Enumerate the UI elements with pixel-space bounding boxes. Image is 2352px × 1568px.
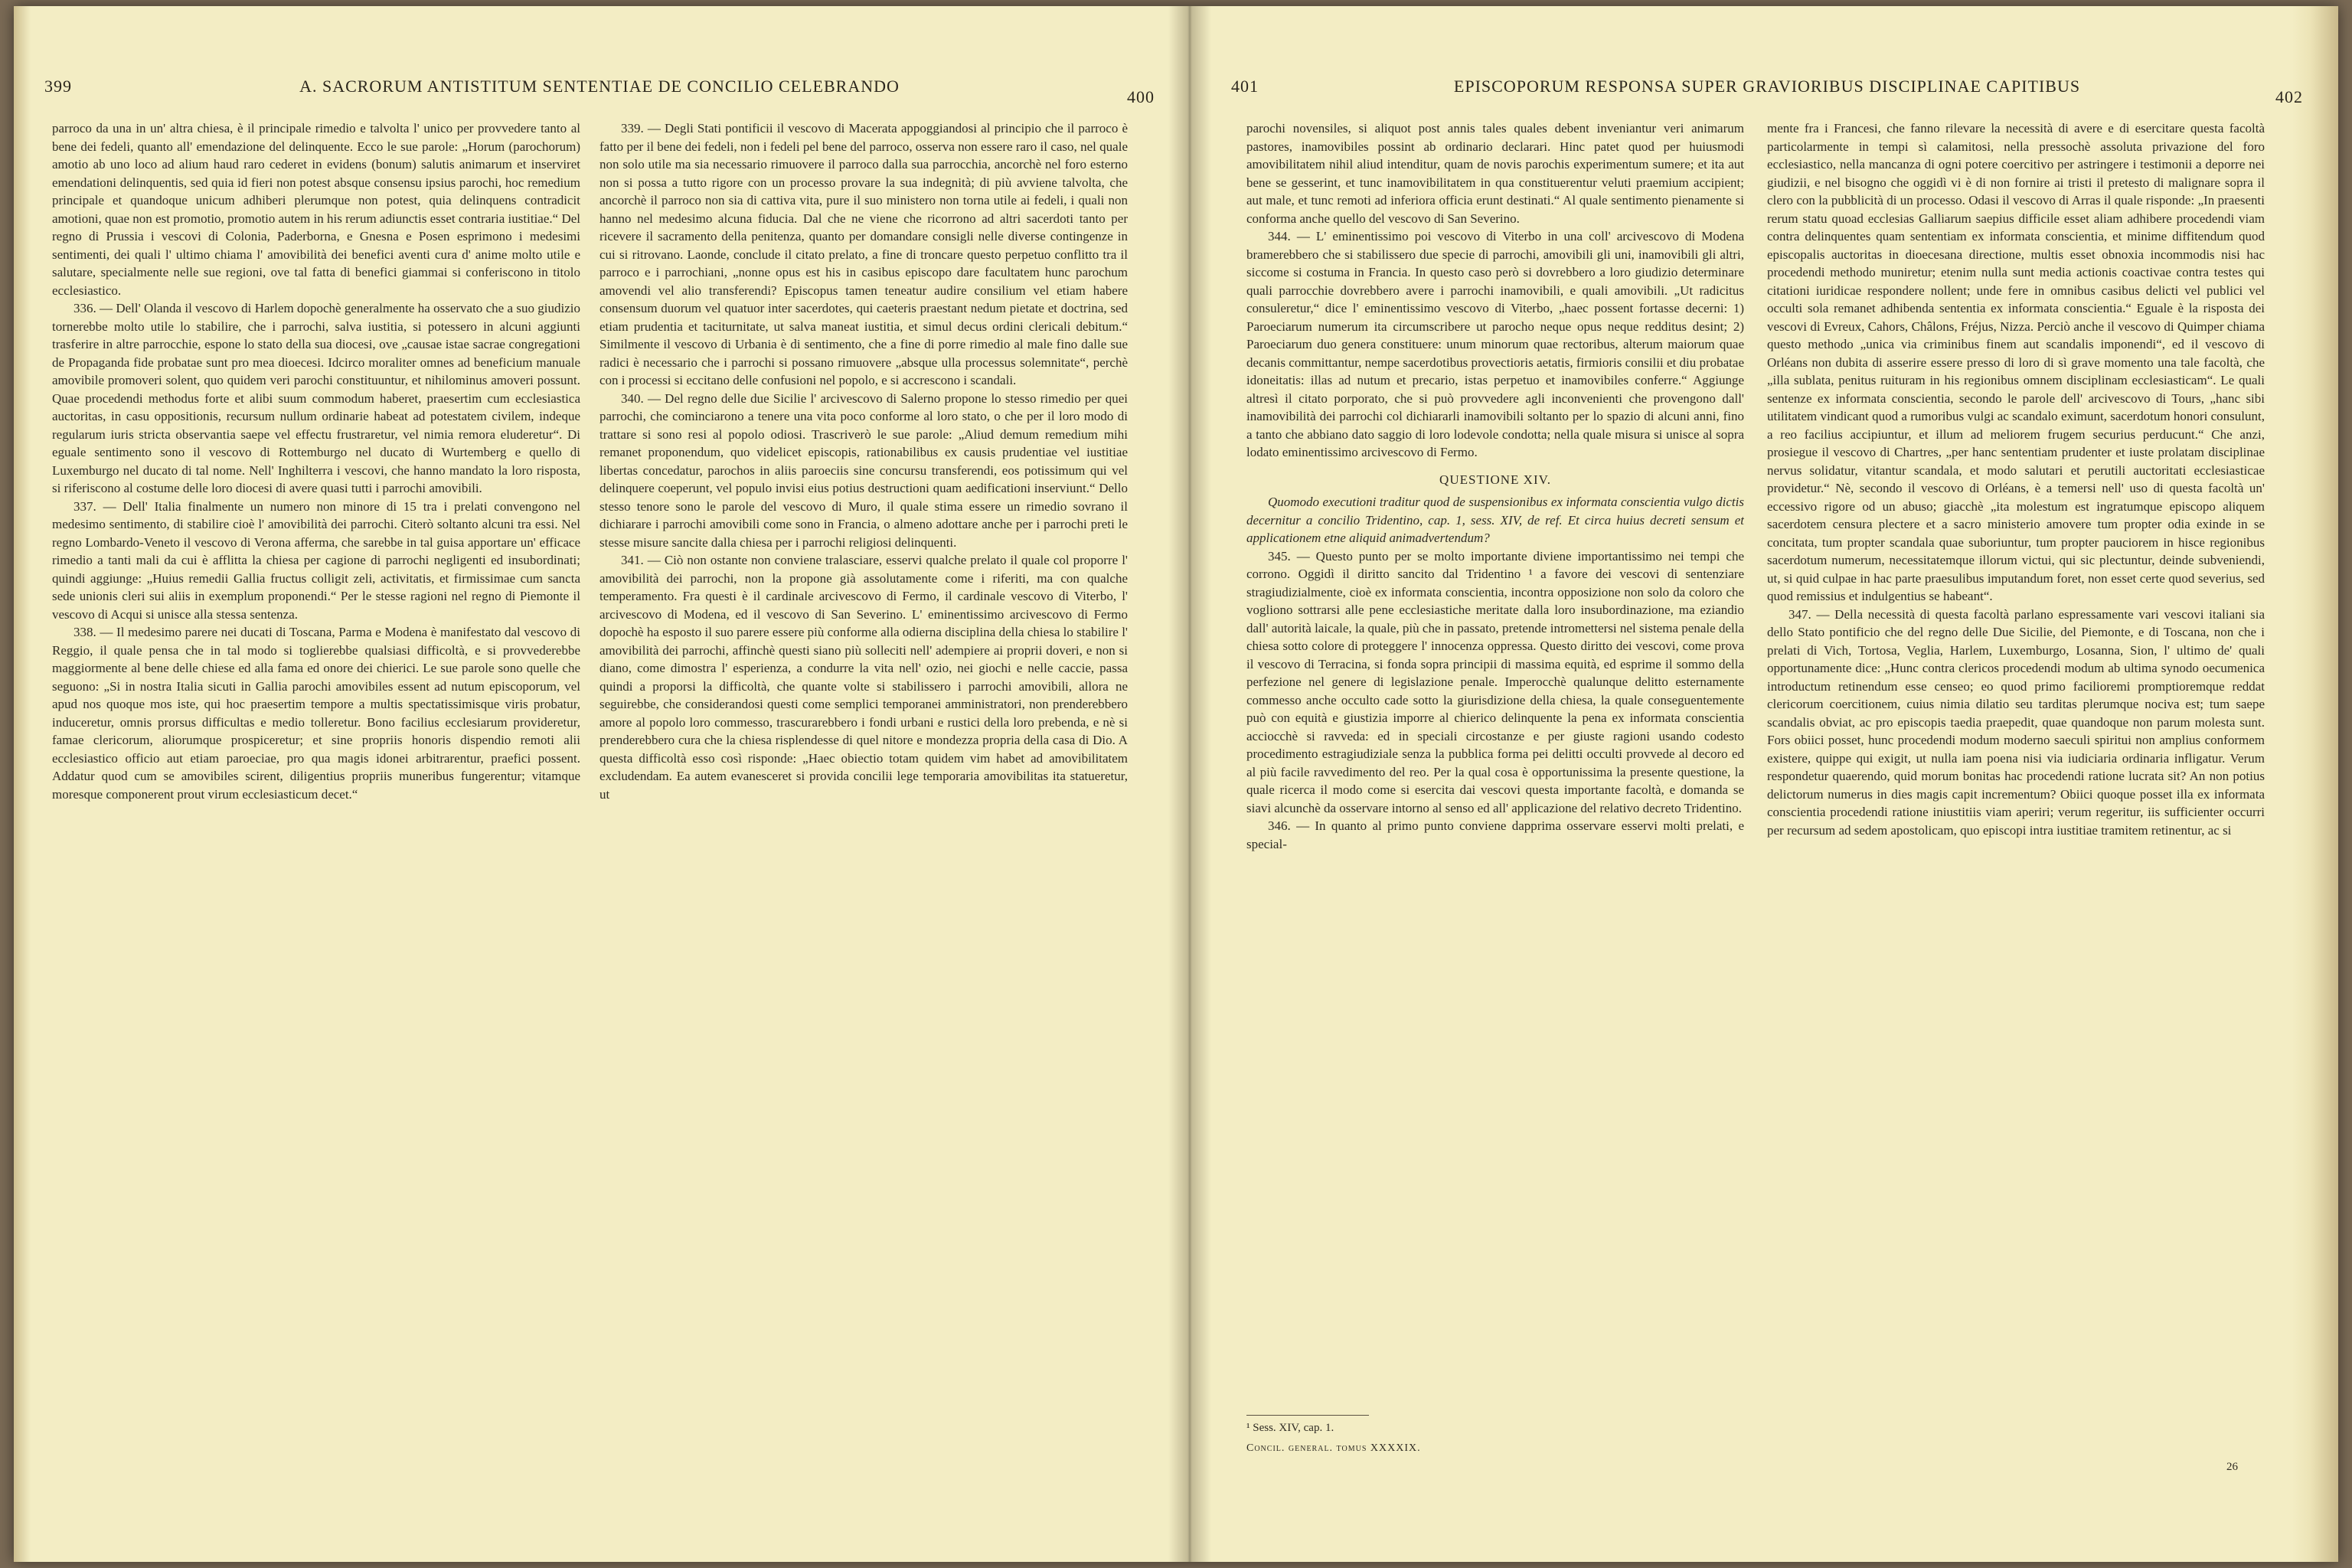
question-text: Quomodo executioni traditur quod de suspensionibus ex informata conscientia vulgo dictis decernitur a concilio Tridentino, cap. 1, sess. XIV, de ref. Et circa huius decreti sensum et applicationem etne aliquid animadvertendum? — [1246, 495, 1744, 545]
paragraph: mente fra i Francesi, che fanno rilevare la necessità di avere e di esercitare questa facoltà particolarmente in tempi sì calamitosi, nella pressochè assoluta privazione del foro ecclesiastico, nella mancanza di ogni potere coercitivo per astringere i testimonii a deporre nei giudizii, e nel bisogno che oggidì vi è di non fornire ai tristi il pretesto di malignare sopra il clero con la pubblicità di un processo. Odasi il vescovo di Arras il quale risponde: „In praesenti rerum statu quoad ecclesias Galliarum saepius difficile esset aliam adhibere procedendi viam contra delinquentes quam sententiam ex informata conscientia, et minime diffitendum quod episcopalis auctoritas in dioecesana directione, multis esset obnoxia incommodis nisi hac procedendi methodo muniretur; etenim nulla sunt media actionis coactivae contra testes qui citationi iuridicae respondere nollent; unde fere in omnibus casibus delicti vel publici vel occulti sola remanet adhibenda sententia ex informata conscientia.“ Eguale è la risposta dei vescovi di Evreux, Cahors, Châlons, Fréjus, Nizza. Perciò anche il vescovo di Quimper chiama questo methodo „unica via criminibus finem aut scandalis imponendi“, ed il vescovo di Orléans non dubita di asserire essere presso di loro di sì grave momento una tale facoltà, che „illa sublata, penitus ruituram in his regionibus omnem disciplinam ecclesiasticam“. Le quali sentenze ex informata conscientia, secondo le parole dell' arcivescovo di Tours, „hanc sibi utilitatem vindicant quod a rumoribus vulgi ac scandalo eximunt, sacerdotum honori consulunt, a reo facilius accipiuntur, et illum ad meliorem frugem securius perducunt.“ Che anzi, prosiegue il vescovo di Chartres, „per hanc sententiam prudenter et iuste prolatam disciplinae nervus solidatur, vitantur scandala, et modo salutari et perutili auctoritati ecclesiasticae providetur.“ Nè, secondo il vescovo di Orléans, è a temersi nell' uso di questa facoltà un' eccessivo rigore od un abuso; giacchè „ita molestum est ingratumque episcopo aliquem sacerdotem censura plectere et a sacro ministerio amovere tum propter odia exinde in se concitata, tum propter scandala quae suboriuntur, tum propter pauciorem in hisce regionibus sacerdotum numerum, necessitatemque illorum victui, qui sic plectuntur, deinde subveniendi, ut, si quid culpae in hac parte praesulibus imputandum foret, non esset certe quod severius, sed quod remissius et indulgentius se habeant“. — [1767, 121, 2265, 603]
right-running-head — [1231, 77, 2303, 107]
page-number-401: 401 — [1231, 77, 1259, 96]
paragraph-345: 345. — Questo punto per se molto importante diviene importantissimo nei tempi che corrono. Oggidì il diritto sancito dal Tridentino ¹ a favore dei vescovi di sentenziare stragiudizialmente, cioè ex informata conscientia, incontra opposizione non solo da coloro che vogliono sottrarsi alle pene ecclesiastiche meritate dalla loro insubordinazione, ma eziandio dall' autorità laicale, la quale, più che in passato, pretende intromettersi nel sistema penale della chiesa sotto colore di proteggere l' innocenza oppressa. Questo diritto dei vescovi, come prova il vescovo di Terracina, si fonda sopra principii di massima equità, ed esprime il sommo della perfezione nel genere di legislazione penale. Imperocchè qualunque delitto esternamente commesso anche occulto cade sotto la giurisdizione della chiesa, la quale conseguentemente può con equità e giustizia imporre al chierico delinquente la pena ex informata conscientia acciocchè si ravveda: ed in speciali circostanze e per giuste ragioni usando codesto procedimento estragiudiziale senza la pubblica forma pei delitti occulti provvede al decoro ed al più facile ravvedimento del reo. Per la qual cosa è opportunissima la presente questione, la quale ricerca il modo come si esercita dai vescovi questa importante facoltà, e domanda se siavi alcunchè da osservare intorno al senso ed all' applicazione del relativo decreto Tridentino. — [1246, 548, 1744, 815]
footnote: ¹ Sess. XIV, cap. 1. — [1246, 1422, 1334, 1434]
left-page-edge — [14, 6, 31, 1562]
book-spread — [14, 6, 2338, 1562]
paragraph-347: 347. — Della necessità di questa facoltà parlano espressamente vari vescovi italiani sia dello Stato pontificio che del regno delle Due Sicilie, del Piemonte, e di Toscana, non che i prelati di Vich, Tortosa, Veglia, Harlem, Luxemburgo, Losanna, Sion, l' ultimo de' quali opportunamente dice: „Hunc contra clericos procedendi modum ab ultima synodo oecumenica introductum retinendum esse censeo; eo quod primo facilioremi promptioremque reddat clericorum coercitionem, cuius nimia dilatio seu tarditas plerumque nociva est; tum saepe scandalis obviat, ac pro episcopis taedia praepedit, quae quandoque non parum molesta sunt. Fors obiici posset, hunc procedendi modum moderno saeculi spiritui non amplius conformem existere, quippe qui exigit, ut nulla iam poena nisi via iudiciaria ordinaria infligatur. Verum respondetur quaerendo, quid morum bonitas hac procedendi ratione lucrata sit? An non potius delictorum numerus in dies magis capit incrementum? Obiici quoque posset illa ex informata conscientia procedendi ratione iniustitiis viam aperiri; verum regeritur, iis sufficienter occurri per recursum ad sedem apostolicam, quo episcopi intra iustitiae tramitem retinentur, ac si — [1767, 606, 2265, 838]
left-page-column-1 — [52, 119, 580, 1452]
right-page-column-2 — [1767, 119, 2265, 1452]
page-number-402: 402 — [2275, 87, 2303, 106]
page-number-400: 400 — [1127, 87, 1155, 106]
signature-number: 26 — [2226, 1461, 2238, 1473]
left-running-title: A. SACRORUM ANTISTITUM SENTENTIAE DE CONCILIO CELEBRANDO — [299, 77, 900, 96]
question-heading: QUESTIONE XIV. — [1439, 472, 1551, 487]
paragraph-336: 336. — Dell' Olanda il vescovo di Harlem dopochè generalmente ha osservato che a suo giudizio tornerebbe molto utile lo stabilire, che i parrochi, salva iustitia, si potessero in alcuni aggiunti trasferire in altre parrocchie, espone lo stato della sua diocesi, ove „causae istae sacrae congregationi de Propaganda fide probatae sunt pro mea dioecesi. Idcirco moraliter omnes ad beneficium manuale amovibile promoveri solent, quo quidem veri parochi constituuntur, et nihilominus amoveri possunt. Quae procedendi methodus forte et alibi suum commodum haberet, praesertim cum ecclesiastica auctoritas, in casu oppositionis, recursum nullum ordinarie habeat ad potestatem civilem, indeque regularum iuris stricta observantia saepe vel effectu frustraretur, vel nimia remora eluderetur“. Di eguale sentimento sono il vescovo di Rottemburgo nel ducato di Wurtemberg e quello di Luxemburgo nel ducato di tal nome. Nell' Inghilterra i vescovi, che hanno mandato la loro risposta, si riferiscono al costume delle loro diocesi di avere quasi tutti i parrochi amovibili. — [52, 301, 580, 495]
paragraph: parroco da una in un' altra chiesa, è il principale rimedio e talvolta l' unico per provvedere tanto al bene dei fedeli, quanto all' emendazione del delinquente. Ecco le sue parole: „Horum (parochorum) amotio ab uno loco ad alium haud raro cederet in evidens (bonum) salutis animarum et inserviret emendationi delinquentis, sed quia id fieri non potest absque consensu ipsius parochi, hoc remedium principale et quandoque unicum adhiberi plerumque non potest, quia delinquens contradicit amotioni, quae non est promotio, promotio autem in his rerum adiunctis esset contraria iustitiae.“ Del regno di Prussia i vescovi di Colonia, Paderborna, e Gnesna e Posen esprimono i medesimi sentimenti, dei quali l' ultimo chiama l' amovibilità dei benefici aventi cura d' anime molto utile e salutare, specialmente nelle sue regioni, ove tal fatta di benefici giammai si conferiscono in titolo ecclesiastico. — [52, 121, 580, 298]
paragraph-337: 337. — Dell' Italia finalmente un numero non minore di 15 tra i prelati convengono nel medesimo sentimento, di stabilire cioè l' amovibilità dei parrochi. Citerò soltanto alcuni tra essi. Nel regno Lombardo-Veneto il vescovo di Verona afferma, che sarebbe in tal guisa apportare un' efficace rimedio a tanti mali da cui è afflitta la chiesa per cagione di parrochi negligenti ed insubordinati; quindi aggiunge: „Huius remedii Gallia fructus colligit zeli, activitatis, et firmissimae cum sancta sede unionis cleri sui aliis in exemplum proponendi.“ Per le stesse ragioni nel regno di Piemonte il vescovo di Acqui si unisce alla stessa sentenza. — [52, 498, 580, 622]
footnote-rule — [1246, 1415, 1369, 1416]
paragraph: parochi novensiles, si aliquot post annis tales quales debent inveniantur veri animarum pastores, inamovibiles possint ab ordinario declarari. Hinc patet quod per huiusmodi amovibilitatem nihil aliud intenditur, quam de novis parochis experimentum sumere; et ita aut bene se gesserint, et tunc inamovibilitatem in qua constituerentur veluti praemium accipient; aut male, et tunc remoti ad inferiora officia erunt destinati.“ Al quale sentimento pienamente si conforma anche quello del vescovo di San Severino. — [1246, 121, 1744, 226]
paragraph-341: 341. — Ciò non ostante non conviene tralasciare, esservi qualche prelato il quale col proporre l' amovibilità dei parrochi, non la propone già assolutamente come i riferiti, ma con qualche temperamento. Fra questi è il cardinale arcivescovo di Fermo, il cardinale vescovo di Viterbo, l' arcivescovo di Modena, ed il vescovo di San Severino. L' eminentissimo arcivescovo di Fermo dopochè ha esposto il suo parere essere più conforme alla odierna disciplina della chiesa lo stabilire l' amovibilità dei parrochi, affinchè questi siano più solleciti nell' adempiere ai proprii doveri, e non si diano, come dimostra l' esperienza, a condurre la vita nell' ozio, nei giochi e nelle caccie, passa quindi a proporsi la difficoltà, che quante volte si stabilissero i parrochi amovibili, allora ne seguirebbe, che considerandosi questi come semplici temporanei amministratori, non prenderebbero amore al popolo loro commesso, trascurarebbero i fondi urbani e rustici della loro prebenda, e nè si prenderebbero cura che la chiesa risplendesse di quel nitore e mondezza propria della casa di Dio. A questa difficoltà esso così risponde: „Haec obiectio totam quidem vim habet ad amovibilitatem excludendam. Ea autem evanesceret si provida concilii lege temporaria amovibilitas ita statueretur, ut — [599, 553, 1128, 802]
footnote-area — [1246, 1415, 1744, 1455]
signature-line: Concil. general. tomus XXXXIX. — [1246, 1442, 1421, 1454]
paragraph-340: 340. — Del regno delle due Sicilie l' arcivescovo di Salerno propone lo stesso rimedio per quei parrochi, che cominciarono a tenere una vita poco conforme al loro stato, o che per il loro modo di trattare si sono resi al popolo odiosi. Trascriverò le sue parole: „Aliud demum remedium mihi remanet proponendum, quo videlicet episcopis, rationabilibus ex causis prudentiae vel iustitiae libertas concedatur, parochos in aliis paroeciis sine concursu transferendi, eos potissimum qui vel delinquere coeperunt, vel populo invisi eius potius destructioni quam aedificationi inserviunt.“ Dello stesso tenore sono le parole del vescovo di Muro, il quale stima essere un rimedio sovrano il dichiarare i parrochi amovibili come sono in Francia, o almeno adottare anche per i parrochi preti le stesse misure sancite dalla chiesa per i parrochi religiosi delinquenti. — [599, 390, 1128, 550]
left-page-column-2 — [599, 119, 1128, 1452]
left-page — [44, 6, 1155, 1562]
paragraph-344: 344. — L' eminentissimo poi vescovo di Viterbo in una coll' arcivescovo di Modena bramerebbero che si stabilissero due specie di parrochi, amovibili gli uni, inamovibili gli altri, siccome si costuma in Francia. In questo caso però si dovrebbero a loro giudizio determinare quali parrocchie dovrebbero avere i parrochi inamovibili, e quali amovibili. „Ut radicitus consuleretur,“ dice l' eminentissimo vescovo di Viterbo, „haec possent fortasse decerni: 1) Paroeciarum numerum ita circumscribere ut parocho neque opus neque redditus desint; 2) Paroeciarum duo genera constituere: unum minorum quae rectoribus, alterum maiorum quae decanis committantur, nempe sacerdotibus provectioris aetatis, firmioris consilii et diu probatae idoneitatis: illas ad nutum et precario, istas perpetuo et inamovibiles conferre.“ Aggiunge altresì il citato porporato, che si può provvedere agli inconvenienti che provengono dall' inamovibilità dei parrochi col dichiararli inamovibili soltanto per lo spazio di alcuni anni, fino a tanto che abbiano dato saggio di loro lodevole condotta; nella quale misura si unisce al sopra lodato eminentissimo arcivescovo di Fermo. — [1246, 229, 1744, 459]
book-gutter — [1168, 6, 1211, 1562]
paragraph-338: 338. — Il medesimo parere nei ducati di Toscana, Parma e Modena è manifestato dal vescovo di Reggio, il quale pensa che in tal modo si toglierebbe qualsiasi difficoltà, e si provvederebbe maggiormente al bene delle chiese ed alla fama ed onore dei chierici. Le sue parole sono quelle che seguono: „Si in nostra Italia sicuti in Gallia parochi amovibiles essent ad nutum episcoporum, vel apud nos quoque mos iste, qui hoc praesertim tempore a multis spectatissimisque viris probatur, induceretur, omnis prorsus difficultas e medio tolleretur. Bono facilius ecclesiarum provideretur, famae clericorum, aliorumque prospiceretur; et sine propriis honoris dispendio remoti alii ecclesiastico officio aut etiam paroeciae, pro qua magis idonei arbitrarentur, praefici possent. Addatur quod cum se amovibiles scirent, diligentius propriis muneribus fungerentur; vitamque moresque componerent prout virum ecclesiasticum decet.“ — [52, 625, 580, 802]
right-page-column-1 — [1246, 119, 1744, 1398]
paragraph-346: 346. — In quanto al primo punto conviene dapprima osservare esservi molti prelati, e special- — [1246, 818, 1744, 851]
page-number-399: 399 — [44, 77, 72, 96]
left-running-head — [44, 77, 1155, 107]
paragraph-339: 339. — Degli Stati pontificii il vescovo di Macerata appoggiandosi al principio che il parroco è fatto per il bene dei fedeli, non i fedeli pel bene del parroco, osserva non essere raro il caso, nel quale non solo utile ma sia necessario rimuovere il parroco dalla sua parrocchia, ancorchè nel foro esterno non si possa a tutto rigore con un processo provare la sua indegnità; di più avviene talvolta, che ancorchè il parroco non sia di cattiva vita, pure il suo ministero non torna utile ai fedeli, i quali non hanno nel medesimo alcuna fiducia. Dal che ne viene che ricorrono ad altri sacerdoti tanto per ricevere il sacramento della penitenza, quanto per domandare consigli nelle diverse contingenze in cui si ritrovano. Laonde, conclude il citato prelato, a fine di troncare questo perpetuo conflitto tra il parroco e i parrochiani, „nonne opus est his in casibus episcopo dare facultatem hunc parochum amovendi vel alio transferendi? Episcopus tamen teneatur audire consilium vel etiam habere consensum duorum vel quatuor inter sacerdotes, qui caeteris praestant nedum pietate et doctrina, sed etiam prudentia et taciturnitate, ut salva maneat iustitia, et simul decus ordini clericali debitum.“ Similmente il vescovo di Urbania è di sentimento, che a fine di porre rimedio al male fino dalle sue radici è necessario che i parrochi si possano rimuovere „absque ulla processus solemnitate“, perchè con i processi si eccitano delle confusioni nel popolo, e si accrescono i scandali. — [599, 121, 1128, 387]
right-page — [1231, 6, 2303, 1562]
right-running-title: EPISCOPORUM RESPONSA SUPER GRAVIORIBUS DISCIPLINAE CAPITIBUS — [1453, 77, 2081, 96]
